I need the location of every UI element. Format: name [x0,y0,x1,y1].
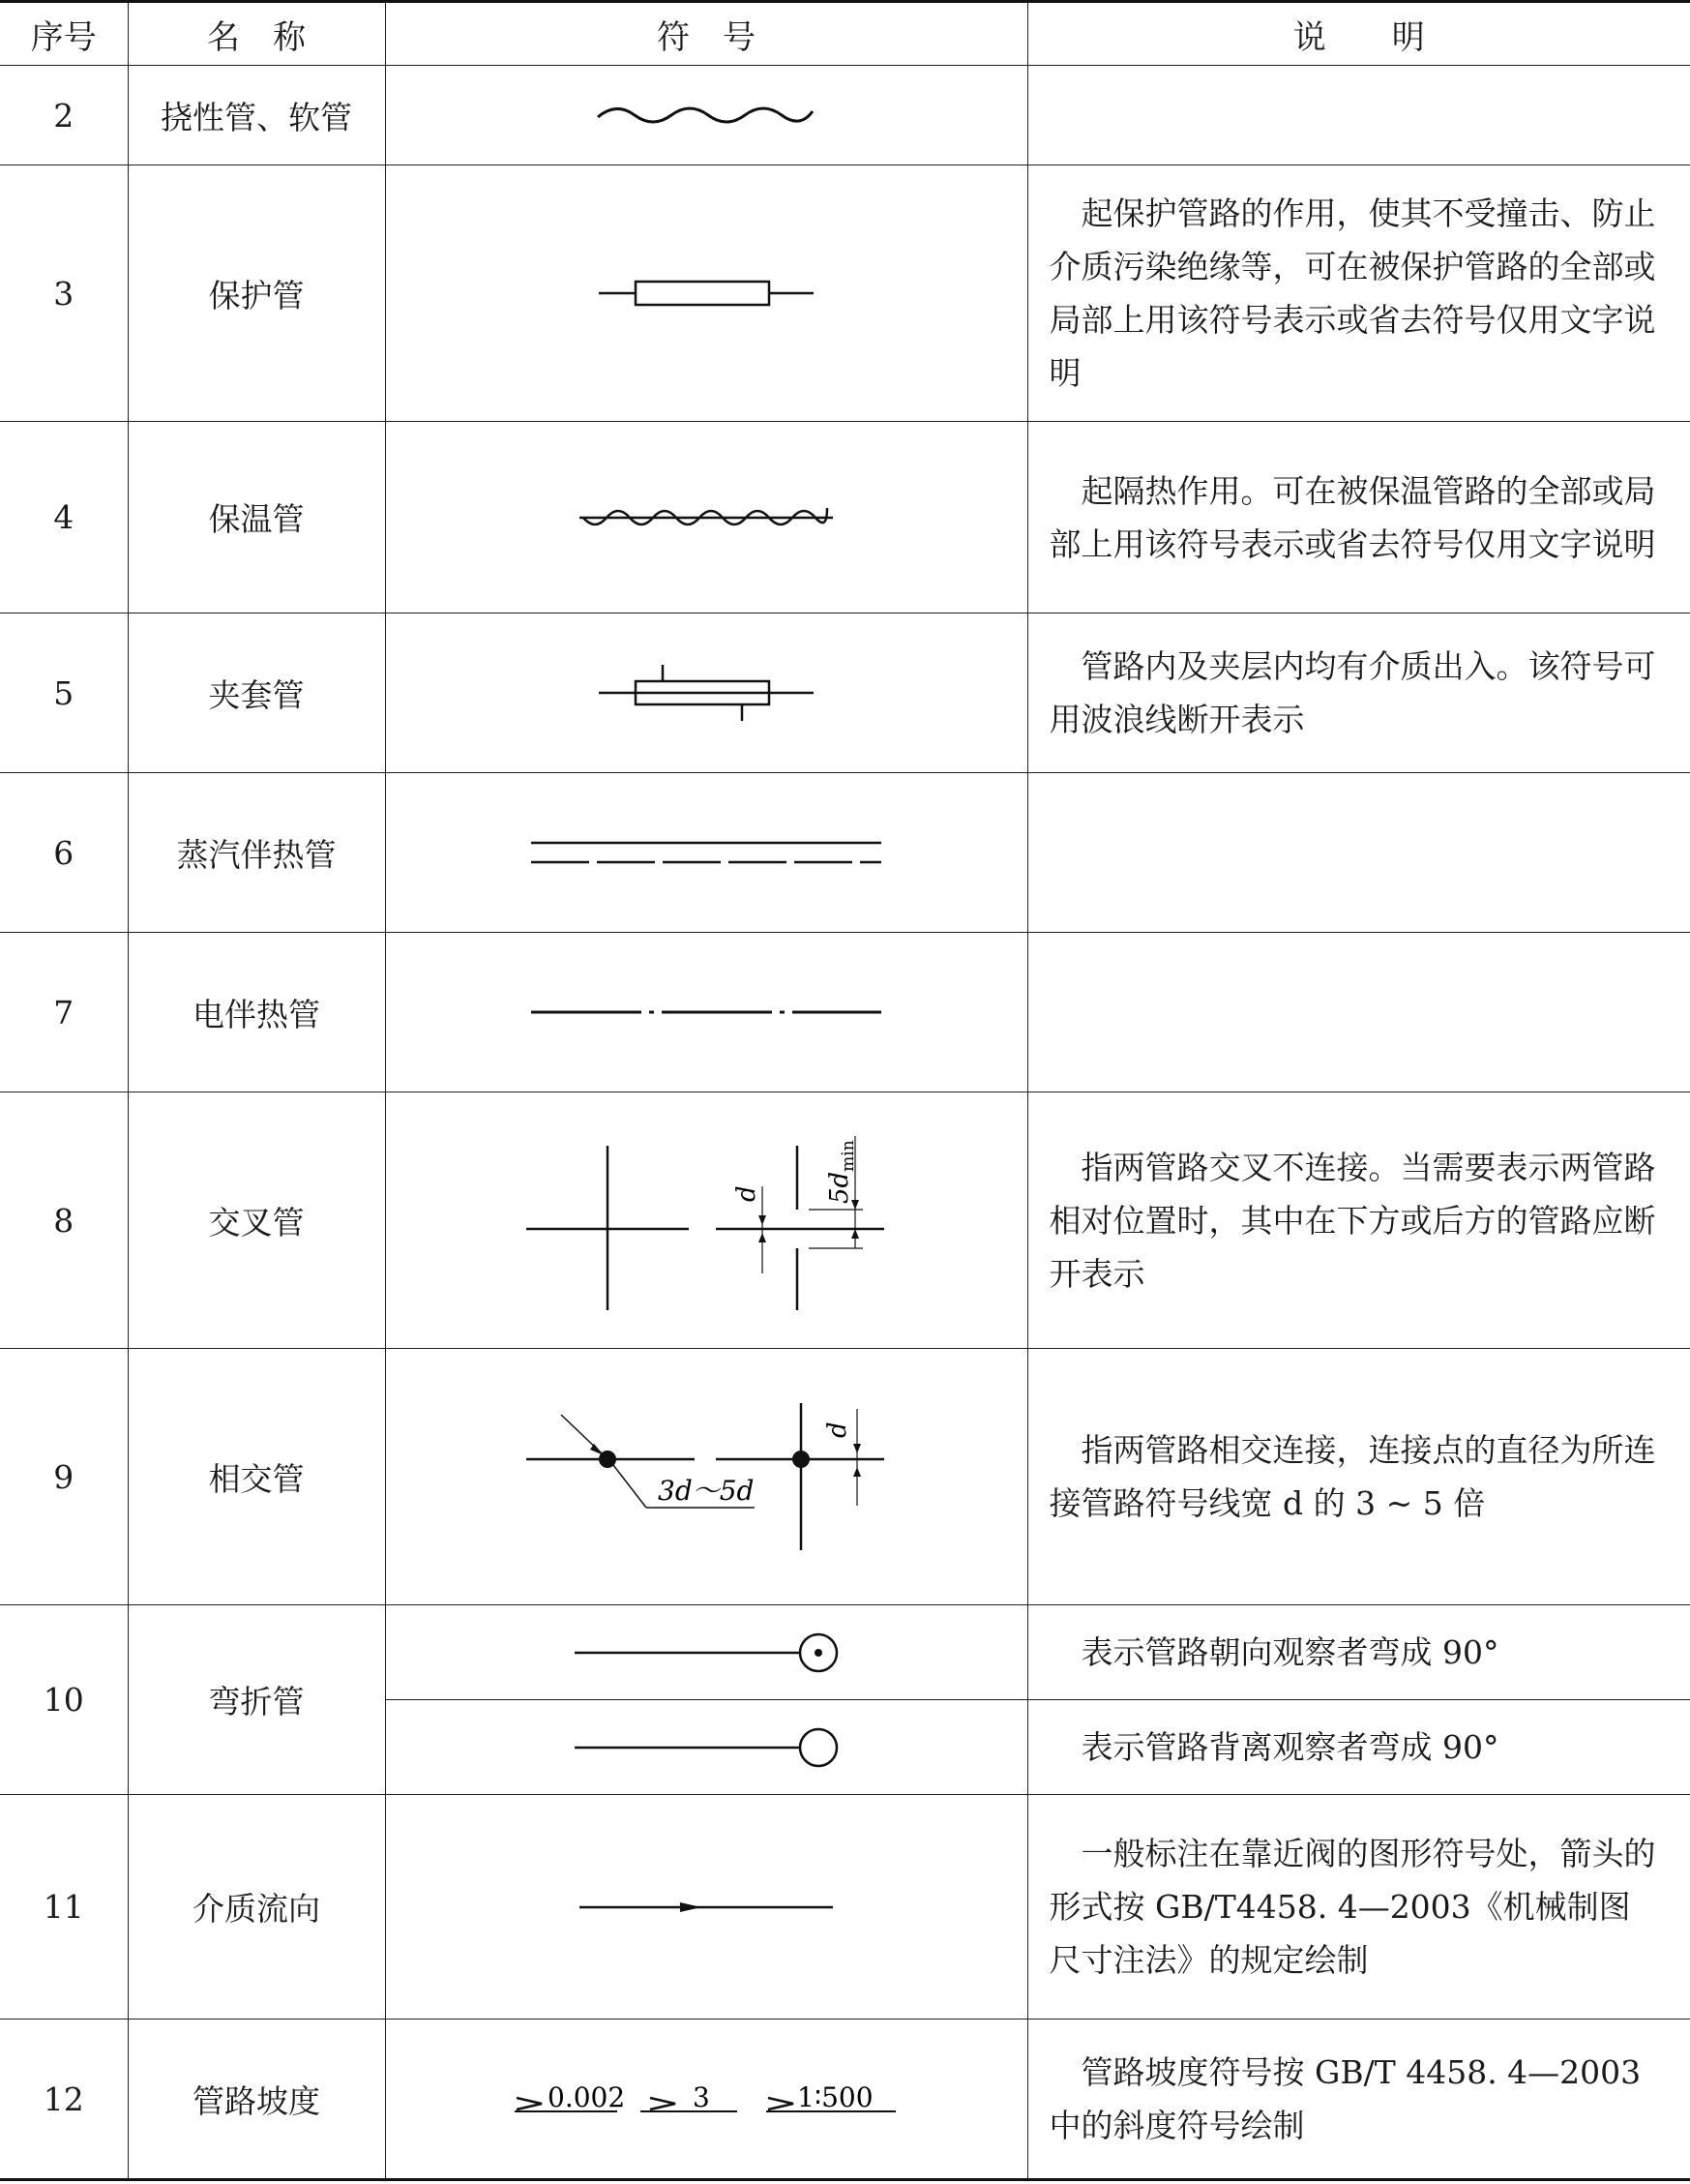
table-row [0,1605,1690,1700]
row-no: 8 [0,1092,128,1349]
row-desc: 一般标注在靠近阀的图形符号处，箭头的形式按 GB/T4458. 4—2003《机械制图 尺寸注法》的规定绘制 [1027,1795,1690,2019]
jacketed-pipe-symbol [385,613,1027,773]
cross-min-label: min [839,1140,858,1172]
table-header-row [0,2,1690,66]
protective-pipe-symbol [385,165,1027,422]
table-row [0,66,1690,165]
row-desc: 管路坡度符号按 GB/T 4458. 4—2003 中的斜度符号绘制 [1027,2019,1690,2180]
table-row [0,933,1690,1092]
row-desc: 起隔热作用。可在被保温管路的全部或局部上用该符号表示或省去符号仅用文字说明 [1027,422,1690,613]
row-name: 弯折管 [128,1605,385,1795]
row-desc: 管路内及夹层内均有介质出入。该符号可用波浪线断开表示 [1027,613,1690,773]
table-row [0,773,1690,933]
table-row [0,2019,1690,2180]
bend-toward-viewer-symbol [385,1605,1027,1700]
cross-d-label: d [732,1185,761,1202]
insulated-pipe-symbol [385,422,1027,613]
row-no: 5 [0,613,128,773]
row-desc [1027,773,1690,933]
steam-tracing-pipe-symbol [385,773,1027,933]
flexible-pipe-symbol [385,66,1027,165]
table-row [0,422,1690,613]
flow-direction-symbol [385,1795,1027,2019]
table-row [0,613,1690,773]
row-no: 12 [0,2019,128,2180]
row-name: 管路坡度 [128,2019,385,2180]
electric-tracing-pipe-symbol [385,933,1027,1092]
row-desc [1027,933,1690,1092]
header-symbol: 符 号 [385,2,1027,66]
row-name: 介质流向 [128,1795,385,2019]
row-name: 电伴热管 [128,933,385,1092]
pipe-slope-symbol [385,2019,1027,2180]
crossing-pipe-symbol [385,1092,1027,1349]
slope-label-2: 3 [693,2081,710,2113]
table-row [0,1795,1690,2019]
cross-5d-label: 5d [825,1171,854,1204]
junction-range-label: 3d～5d [658,1475,755,1507]
row-no: 6 [0,773,128,933]
slope-label-1: 0.002 [548,2081,626,2113]
table-row [0,165,1690,422]
row-desc [1027,66,1690,165]
table-row [0,1349,1690,1605]
joined-pipe-symbol [385,1349,1027,1605]
row-name: 保护管 [128,165,385,422]
row-no: 9 [0,1349,128,1605]
row-desc: 起保护管路的作用，使其不受撞击、防止介质污染绝缘等，可在被保护管路的全部或局部上用该符号表示或省去符号仅用文字说明 [1027,165,1690,422]
row-no: 10 [0,1605,128,1795]
header-no: 序号 [0,2,128,66]
slope-label-3: 1∶500 [797,2081,874,2113]
row-no: 7 [0,933,128,1092]
row-name: 挠性管、软管 [128,66,385,165]
row-no: 2 [0,66,128,165]
row-desc-a: 表示管路朝向观察者弯成 90° [1027,1605,1690,1700]
table-row [0,1092,1690,1349]
header-desc: 说 明 [1027,2,1690,66]
svg-text:5dmin [825,1140,858,1204]
row-desc-b: 表示管路背离观察者弯成 90° [1027,1700,1690,1795]
row-name: 蒸汽伴热管 [128,773,385,933]
row-no: 11 [0,1795,128,2019]
row-name: 夹套管 [128,613,385,773]
header-name: 名 称 [128,2,385,66]
bend-away-viewer-symbol [385,1700,1027,1795]
row-desc: 指两管路交叉不连接。当需要表示两管路相对位置时，其中在下方或后方的管路应断开表示 [1027,1092,1690,1349]
row-no: 3 [0,165,128,422]
junction-d-label: d [823,1421,852,1438]
row-name: 保温管 [128,422,385,613]
row-name: 交叉管 [128,1092,385,1349]
row-desc: 指两管路相交连接，连接点的直径为所连接管路符号线宽 d 的 3 ~ 5 倍 [1027,1349,1690,1605]
row-name: 相交管 [128,1349,385,1605]
row-no: 4 [0,422,128,613]
